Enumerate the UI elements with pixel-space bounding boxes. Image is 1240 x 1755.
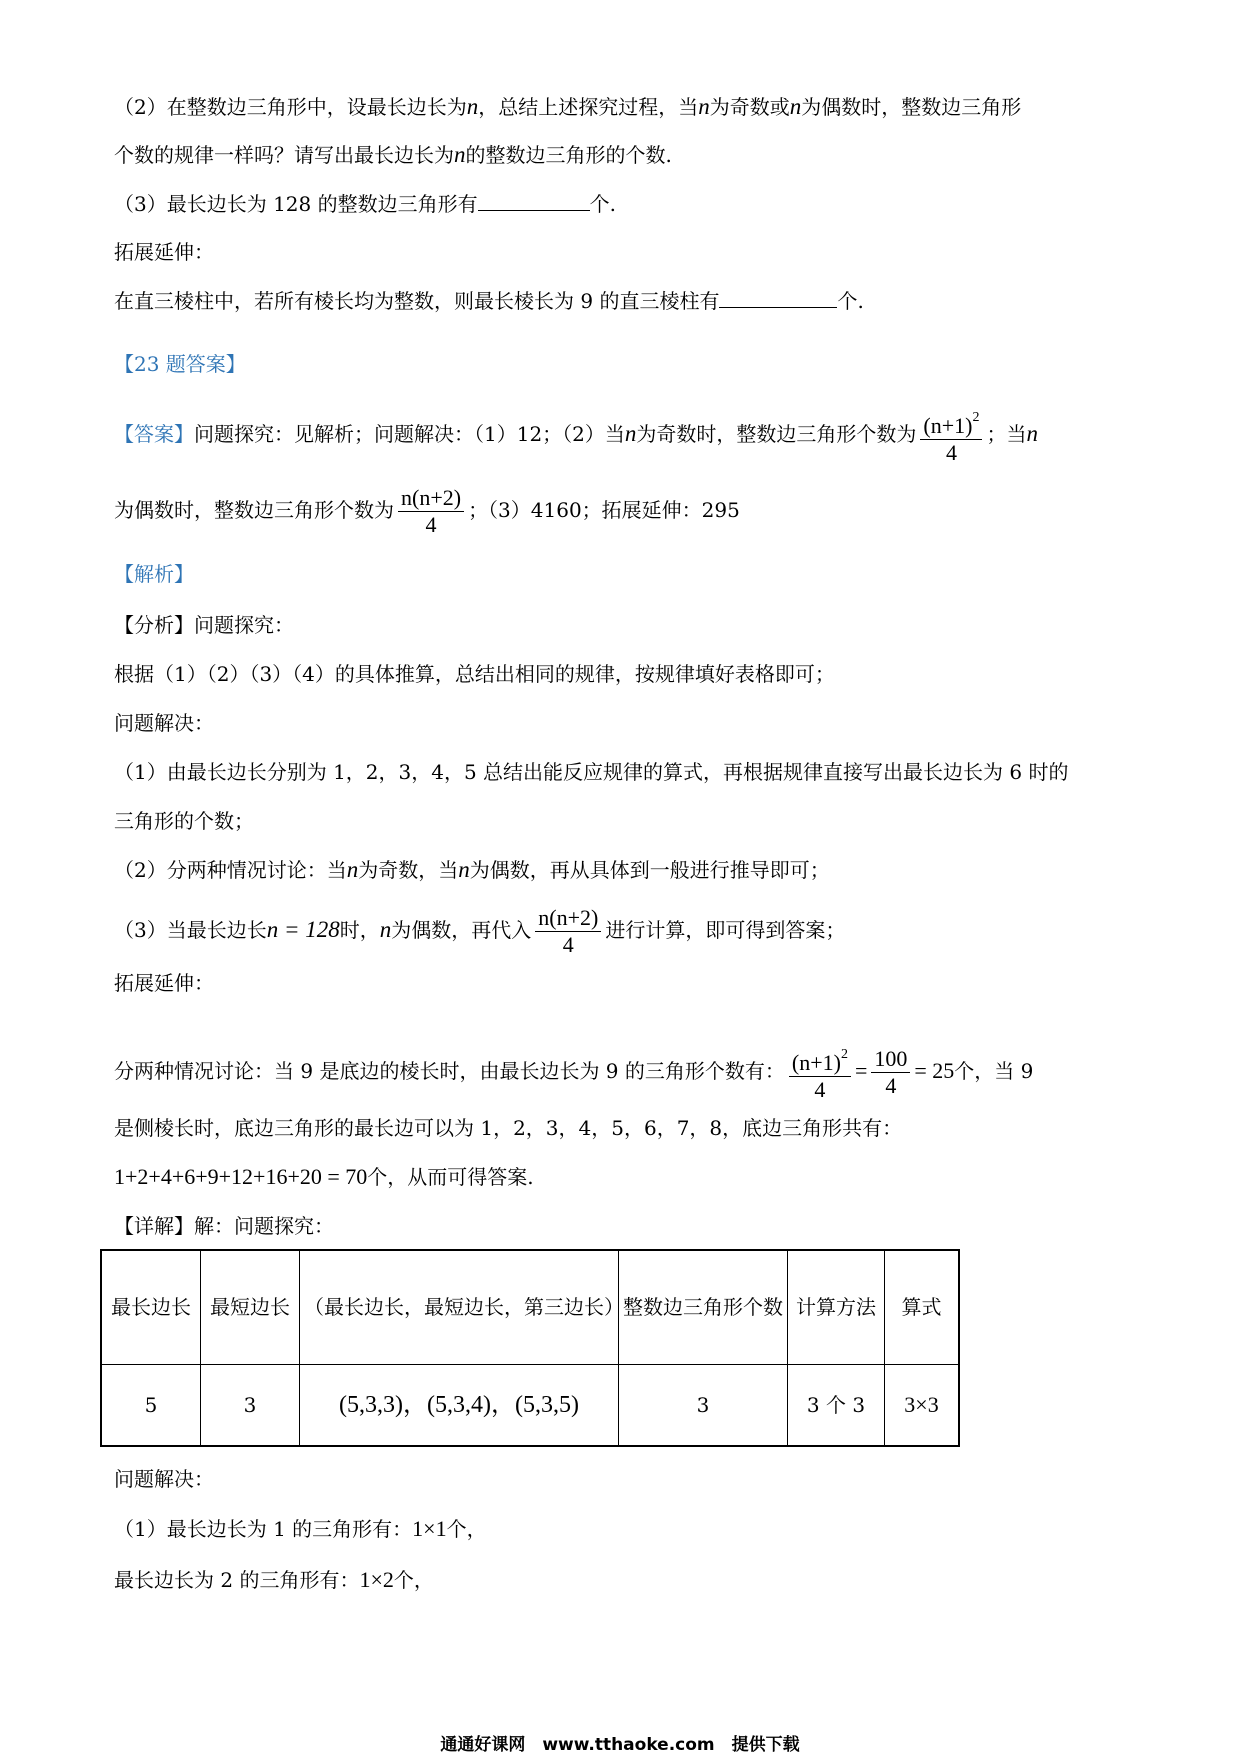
table-cell: 3×3 bbox=[885, 1364, 960, 1446]
answer-label: 【答案】 bbox=[114, 422, 194, 446]
table-cell: 3 个 3 bbox=[788, 1364, 885, 1446]
triangle-table bbox=[100, 1249, 960, 1447]
var-n: n bbox=[1026, 421, 1038, 446]
analysis-p8: 分两种情况讨论：当 9 是底边的棱长时，由最长边长为 9 的三角形个数有： $\frac{(n+1)^2}{4}$ = $\frac{100}{4}$ = 25个，当 9 bbox=[114, 1042, 1033, 1103]
answer-blank bbox=[719, 289, 837, 308]
table-header-cell: 整数边三角形个数 bbox=[619, 1250, 788, 1364]
ext-title: 拓展延伸： bbox=[114, 240, 214, 264]
table-header-row bbox=[101, 1250, 959, 1364]
solve-line-2: 最长边长为 2 的三角形有：1×2个， bbox=[114, 1567, 434, 1592]
q2-line-2 bbox=[114, 141, 672, 169]
q2-text: 为奇数或 bbox=[709, 95, 790, 119]
answer-header: 【23 题答案】 bbox=[114, 352, 246, 376]
ext-text: 在直三棱柱中，若所有棱长均为整数，则最长棱长为 9 的直三棱柱有 bbox=[114, 289, 720, 313]
q2-text: （2）在整数边三角形中，设最长边长为 bbox=[114, 95, 467, 119]
var-n: n bbox=[454, 142, 466, 167]
q2-text: 为偶数时，整数边三角形 bbox=[801, 95, 1022, 119]
answer-text: ；当 bbox=[986, 422, 1027, 446]
q2-text: 个数的规律一样吗？请写出最长边长为 bbox=[114, 143, 454, 167]
answer-blank bbox=[478, 192, 590, 211]
table-cell: 5 bbox=[101, 1364, 201, 1446]
answer-text: ；（3）4160；拓展延伸：295 bbox=[468, 498, 740, 522]
table-header-cell: 最短边长 bbox=[201, 1250, 300, 1364]
table-cell: 3 bbox=[619, 1364, 788, 1446]
solve-title: 问题解决： bbox=[114, 1467, 214, 1491]
var-n: n bbox=[624, 421, 637, 446]
fraction-even: $\frac{n(n+2)}{4}$ bbox=[535, 905, 601, 958]
fraction-odd: $\frac{(n+1)^2}{4}$ bbox=[920, 405, 982, 466]
solve-line-1: （1）最长边长为 1 的三角形有：1×1个， bbox=[114, 1516, 487, 1541]
answer-text: 为偶数时，整数边三角形个数为 bbox=[114, 498, 394, 522]
sum-formula: 1+2+4+6+9+12+16+20 = 70 bbox=[114, 1164, 368, 1189]
table-row bbox=[101, 1364, 959, 1446]
answer-line-2 bbox=[114, 485, 740, 538]
var-n: n bbox=[698, 94, 710, 119]
analysis-fenxi: 【分析】问题探究： bbox=[114, 613, 294, 637]
analysis-p10: 1+2+4+6+9+12+16+20 = 70个，从而可得答案. bbox=[114, 1164, 534, 1189]
fraction-even: $\frac{n(n+2)}{4}$ bbox=[398, 485, 464, 538]
analysis-p4: 三角形的个数； bbox=[114, 809, 254, 833]
q3-line bbox=[114, 190, 616, 218]
var-n: n bbox=[346, 857, 359, 882]
ext-question bbox=[114, 287, 864, 315]
analysis-p6: （3）当最长边长n = 128时，n为偶数，再代入 $\frac{n(n+2)}{4}$ 进行计算，即可得到答案； bbox=[114, 905, 846, 957]
q2-line-1 bbox=[114, 93, 1021, 121]
var-n: n bbox=[379, 917, 392, 942]
analysis-header: 【解析】 bbox=[114, 562, 194, 586]
table-header-cell: 最长边长 bbox=[101, 1250, 201, 1364]
analysis-p5: （2）分两种情况讨论：当n为奇数，当n为偶数，再从具体到一般进行推导即可； bbox=[114, 857, 830, 882]
q3-text: （3）最长边长为 128 的整数边三角形有 bbox=[114, 192, 478, 216]
var-n: n bbox=[789, 94, 802, 119]
analysis-p7: 拓展延伸： bbox=[114, 971, 214, 995]
analysis-p3: （1）由最长边长分别为 1，2，3，4，5 总结出能反应规律的算式，再根据规律直接写出最长边长为 6 时的 bbox=[114, 760, 1069, 784]
q2-text: ，总结上述探究过程，当 bbox=[478, 95, 699, 119]
answer-line-1 bbox=[114, 405, 1038, 466]
ext-text: 个. bbox=[837, 289, 864, 313]
table-cell: (5,3,3)，(5,3,4)，(5,3,5) bbox=[300, 1364, 619, 1446]
var-n: n bbox=[458, 857, 470, 882]
answer-text: 为奇数时，整数边三角形个数为 bbox=[636, 422, 917, 446]
var-n: n bbox=[466, 94, 479, 119]
q2-text: 的整数边三角形的个数. bbox=[465, 143, 672, 167]
n-equals-128: n = 128 bbox=[266, 917, 340, 942]
q3-text: 个. bbox=[589, 192, 616, 216]
analysis-p1: 根据（1）（2）（3）（4）的具体推算，总结出相同的规律，按规律填好表格即可； bbox=[114, 662, 835, 686]
detail-label: 【详解】解：问题探究： bbox=[114, 1214, 334, 1238]
answer-text: 问题探究：见解析；问题解决：（1）12；（2）当 bbox=[194, 422, 625, 446]
page-footer: 通通好课网 www.tthaoke.com 提供下载 bbox=[440, 1735, 800, 1755]
fraction-100: $\frac{100}{4}$ bbox=[871, 1046, 910, 1099]
table-header-cell: 计算方法 bbox=[788, 1250, 885, 1364]
analysis-p9: 是侧棱长时，底边三角形的最长边可以为 1，2，3，4，5，6，7，8，底边三角形共有： bbox=[114, 1116, 903, 1140]
analysis-p2: 问题解决： bbox=[114, 711, 214, 735]
table-header-cell: （最长边长，最短边长，第三边长） bbox=[300, 1250, 619, 1364]
table-cell: 3 bbox=[201, 1364, 300, 1446]
fraction-odd: $\frac{(n+1)^2}{4}$ bbox=[789, 1042, 851, 1103]
table-header-cell: 算式 bbox=[885, 1250, 960, 1364]
